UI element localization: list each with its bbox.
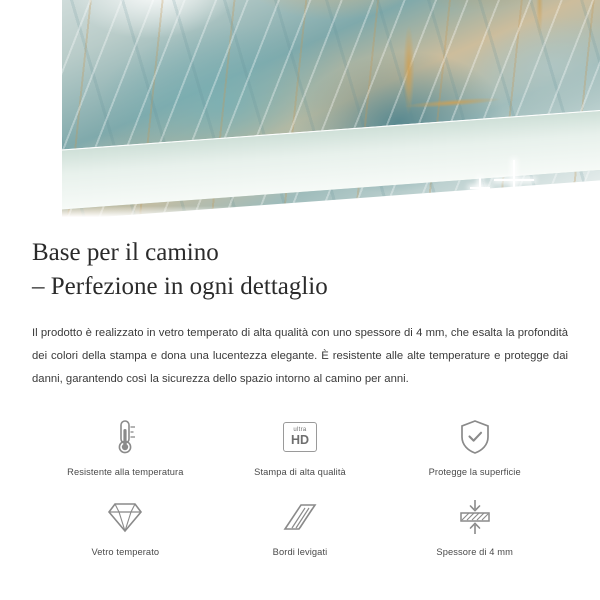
product-description: Il prodotto è realizzato in vetro temperato di alta qualità con uno spessore di 4 mm, che esalta la profondità dei colori della stampa e dona una lucentezza elegante. È resistente alle alte temperature e protegge dai danni, garantendo così la sicurezza dello spazio intorno al camino per anni.	[32, 327, 568, 385]
feature-item-polished-edges	[213, 495, 388, 557]
hero-image	[0, 0, 600, 222]
diamond-icon	[106, 495, 144, 539]
feature-item-thickness	[387, 495, 562, 557]
feature-item-temperature	[38, 415, 213, 477]
shield-check-icon	[457, 415, 493, 459]
thermometer-icon	[110, 415, 140, 459]
feature-grid	[32, 415, 568, 557]
page-title	[32, 236, 568, 304]
feature-label: Protegge la superficie	[428, 467, 521, 477]
feature-label: Resistente alla temperatura	[67, 467, 184, 477]
image-bottom-fade	[0, 206, 600, 222]
sparkle-icon	[494, 160, 534, 200]
page-title-line-1: Base per il camino	[32, 239, 219, 266]
content-area	[0, 236, 600, 557]
feature-item-tempered-glass	[38, 495, 213, 557]
image-left-margin-mask	[0, 0, 62, 222]
feature-label: Stampa di alta qualità	[254, 467, 346, 477]
feature-label: Vetro temperato	[91, 547, 160, 557]
feature-label: Spessore di 4 mm	[436, 547, 513, 557]
thickness-arrows-icon	[455, 495, 495, 539]
page-title-line-2: – Perfezione in ogni dettaglio	[32, 273, 328, 300]
feature-item-print-quality	[213, 415, 388, 477]
feature-item-surface-protection	[387, 415, 562, 477]
polished-edges-icon	[281, 495, 319, 539]
ultra-hd-badge-top: ultra	[293, 427, 307, 433]
sparkle-small-icon	[470, 178, 490, 198]
feature-label: Bordi levigati	[272, 547, 328, 557]
ultra-hd-icon	[283, 415, 317, 459]
ultra-hd-badge-bottom: HD	[290, 433, 310, 447]
